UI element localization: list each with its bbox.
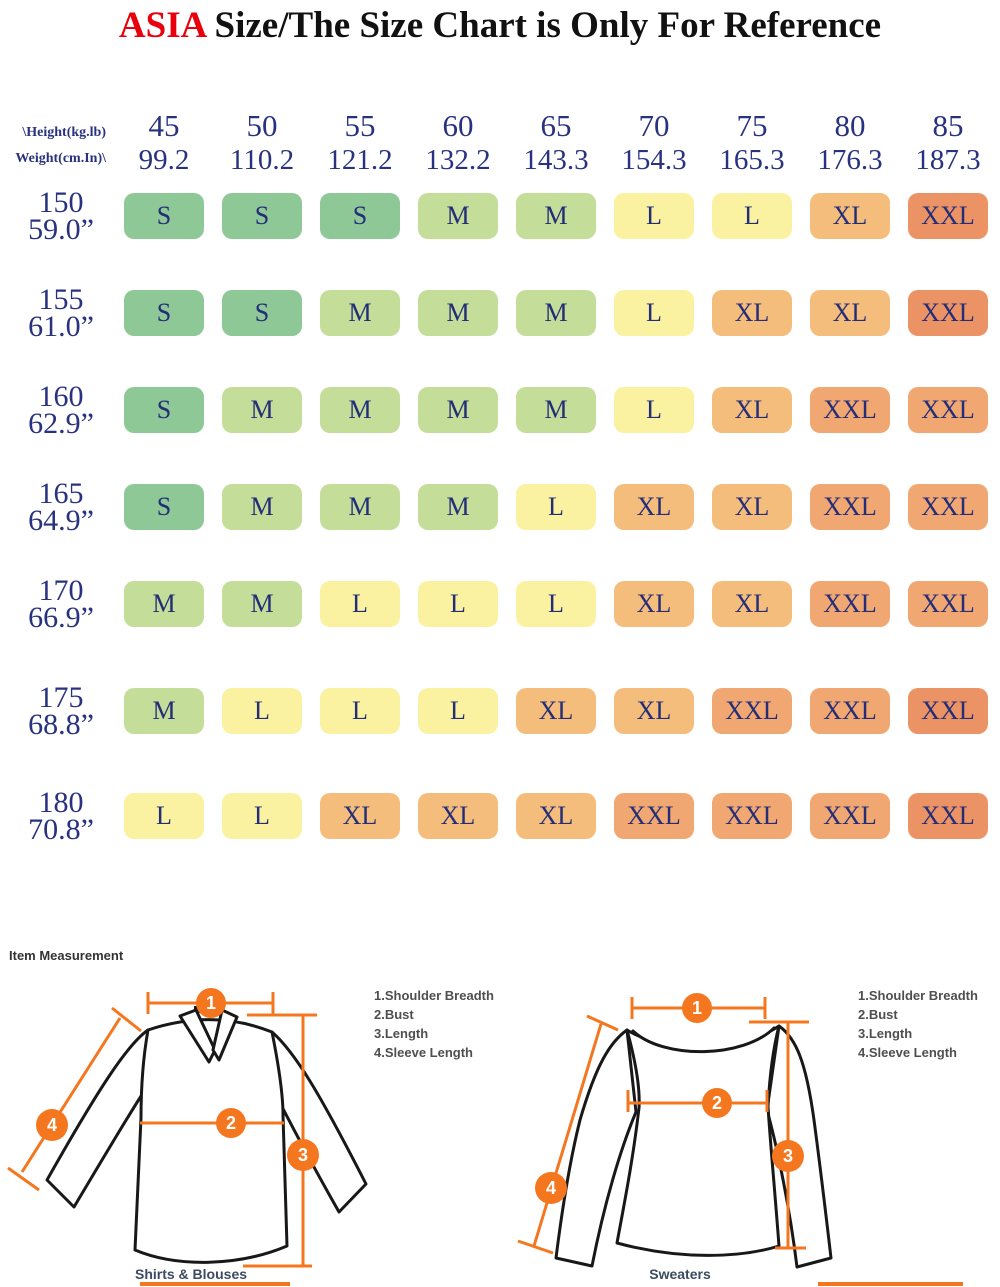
row-cm: 180 [38, 786, 84, 819]
page-title [0, 4, 1000, 47]
marker-1-label: 1 [691, 998, 703, 1018]
column-header-85 [908, 108, 988, 177]
column-header-75 [712, 108, 792, 177]
size-cell-xxl: XXL [908, 793, 988, 839]
cutoff-orange-line-left [140, 1282, 290, 1286]
column-kg: 70 [638, 108, 670, 143]
column-kg: 45 [148, 108, 180, 143]
row-label [2, 380, 106, 440]
size-cell-xl: XL [516, 688, 596, 734]
row-inch: 68.8” [28, 708, 94, 741]
table-row-180 [2, 786, 998, 846]
size-cell-m: M [124, 581, 204, 627]
corner-line-weight: Weight(cm.In)\ [15, 151, 106, 166]
column-lb: 143.3 [523, 144, 589, 176]
size-cell-m: M [516, 387, 596, 433]
table-row-150 [2, 186, 998, 246]
table-row-175 [2, 681, 998, 741]
legend-item: 4.Sleeve Length [858, 1045, 957, 1060]
marker-3-label: 3 [782, 1146, 794, 1166]
column-lb: 99.2 [138, 144, 190, 176]
column-kg: 60 [442, 108, 474, 143]
column-header-70 [614, 108, 694, 177]
size-cell-s: S [124, 193, 204, 239]
size-cell-xl: XL [614, 688, 694, 734]
row-cm: 175 [38, 681, 84, 714]
size-cell-l: L [418, 688, 498, 734]
legend-item: 3.Length [374, 1026, 429, 1041]
size-cell-l: L [614, 193, 694, 239]
size-cell-xxl: XXL [908, 581, 988, 627]
marker-3-label: 3 [297, 1145, 309, 1165]
row-cm: 165 [38, 477, 84, 510]
row-inch: 62.9” [28, 407, 94, 440]
row-cm: 155 [38, 283, 84, 316]
column-kg: 75 [736, 108, 768, 143]
size-cell-l: L [614, 290, 694, 336]
size-cell-s: S [124, 484, 204, 530]
size-cell-m: M [222, 484, 302, 530]
size-cell-l: L [320, 581, 400, 627]
row-label [2, 786, 106, 846]
marker-4-label: 4 [545, 1178, 557, 1198]
row-inch: 66.9” [28, 601, 94, 634]
size-cell-xl: XL [712, 387, 792, 433]
marker-4-label: 4 [46, 1115, 58, 1135]
size-cell-xl: XL [810, 290, 890, 336]
row-label [2, 574, 106, 634]
column-lb: 121.2 [327, 144, 393, 176]
legend-item: 2.Bust [374, 1007, 414, 1022]
size-cell-l: L [516, 581, 596, 627]
size-cell-xxl: XXL [908, 193, 988, 239]
size-cell-xxl: XXL [908, 290, 988, 336]
cutoff-orange-line-right [818, 1282, 963, 1286]
table-row-155 [2, 283, 998, 343]
legend-item: 3.Length [858, 1026, 913, 1041]
column-header-50 [222, 108, 302, 177]
size-cell-m: M [418, 484, 498, 530]
shirt-diagram [0, 985, 400, 1287]
size-cell-xxl: XXL [712, 793, 792, 839]
size-cell-m: M [320, 484, 400, 530]
size-cell-l: L [124, 793, 204, 839]
measurement-heading: Item Measurement [9, 948, 124, 963]
size-cell-l: L [222, 688, 302, 734]
column-header-55 [320, 108, 400, 177]
corner-line-height: \Height(kg.lb) [22, 125, 106, 140]
size-chart-table [2, 108, 998, 899]
size-cell-l: L [418, 581, 498, 627]
column-header-80 [810, 108, 890, 177]
size-cell-xl: XL [418, 793, 498, 839]
row-cm: 170 [38, 574, 84, 607]
row-inch: 64.9” [28, 504, 94, 537]
column-header-60 [418, 108, 498, 177]
size-cell-l: L [614, 387, 694, 433]
row-label [2, 186, 106, 246]
row-inch: 70.8” [28, 813, 94, 846]
size-cell-xxl: XXL [810, 688, 890, 734]
size-cell-m: M [516, 193, 596, 239]
size-cell-l: L [712, 193, 792, 239]
size-cell-xl: XL [320, 793, 400, 839]
size-cell-m: M [418, 387, 498, 433]
row-cm: 150 [38, 186, 84, 219]
table-row-170 [2, 574, 998, 634]
size-cell-l: L [320, 688, 400, 734]
size-cell-xxl: XXL [810, 581, 890, 627]
title-rest: Size/The Size Chart is Only For Reference [205, 5, 882, 46]
table-header-row [2, 108, 998, 177]
size-cell-s: S [124, 387, 204, 433]
row-inch: 59.0” [28, 213, 94, 246]
row-inch: 61.0” [28, 310, 94, 343]
sweater-diagram [500, 985, 860, 1287]
size-cell-m: M [516, 290, 596, 336]
size-cell-xxl: XXL [712, 688, 792, 734]
size-cell-xl: XL [614, 581, 694, 627]
size-cell-m: M [418, 193, 498, 239]
size-cell-s: S [222, 290, 302, 336]
marker-2-label: 2 [711, 1093, 723, 1113]
size-cell-xxl: XXL [908, 484, 988, 530]
column-lb: 154.3 [621, 144, 687, 176]
column-lb: 132.2 [425, 144, 491, 176]
column-kg: 55 [344, 108, 376, 143]
column-kg: 85 [932, 108, 964, 143]
size-cell-xxl: XXL [810, 793, 890, 839]
size-cell-m: M [124, 688, 204, 734]
table-corner-label [2, 108, 106, 172]
measurement-legend-right [858, 986, 978, 1062]
size-cell-xxl: XXL [810, 484, 890, 530]
size-cell-xxl: XXL [908, 387, 988, 433]
shirt-outline [47, 1006, 366, 1262]
row-label [2, 283, 106, 343]
size-cell-xl: XL [516, 793, 596, 839]
column-header-65 [516, 108, 596, 177]
size-cell-m: M [418, 290, 498, 336]
size-cell-m: M [320, 387, 400, 433]
row-label [2, 681, 106, 741]
legend-item: 2.Bust [858, 1007, 898, 1022]
column-lb: 176.3 [817, 144, 883, 176]
title-highlight: ASIA [118, 5, 206, 46]
column-lb: 165.3 [719, 144, 785, 176]
column-kg: 80 [834, 108, 866, 143]
size-cell-m: M [320, 290, 400, 336]
column-lb: 110.2 [229, 144, 295, 176]
size-cell-m: M [222, 387, 302, 433]
column-header-45 [124, 108, 204, 177]
marker-1-label: 1 [205, 993, 217, 1013]
table-body [2, 186, 998, 846]
size-cell-s: S [222, 193, 302, 239]
column-kg: 65 [540, 108, 572, 143]
size-cell-xxl: XXL [810, 387, 890, 433]
size-cell-xl: XL [712, 290, 792, 336]
size-cell-xxl: XXL [614, 793, 694, 839]
size-cell-xl: XL [810, 193, 890, 239]
legend-item: 1.Shoulder Breadth [858, 988, 978, 1003]
size-cell-s: S [124, 290, 204, 336]
size-cell-xxl: XXL [908, 688, 988, 734]
column-kg: 50 [246, 108, 278, 143]
shirt-caption: Shirts & Blouses [134, 1266, 248, 1282]
column-lb: 187.3 [915, 144, 981, 176]
size-cell-l: L [516, 484, 596, 530]
marker-2-label: 2 [225, 1113, 237, 1133]
size-cell-xl: XL [614, 484, 694, 530]
row-label [2, 477, 106, 537]
legend-item: 4.Sleeve Length [374, 1045, 473, 1060]
size-cell-m: M [222, 581, 302, 627]
size-cell-xl: XL [712, 484, 792, 530]
sweater-caption: Sweaters [649, 1266, 711, 1282]
table-row-165 [2, 477, 998, 537]
legend-item: 1.Shoulder Breadth [374, 988, 494, 1003]
size-cell-l: L [222, 793, 302, 839]
table-row-160 [2, 380, 998, 440]
size-cell-xl: XL [712, 581, 792, 627]
row-cm: 160 [38, 380, 84, 413]
size-cell-s: S [320, 193, 400, 239]
